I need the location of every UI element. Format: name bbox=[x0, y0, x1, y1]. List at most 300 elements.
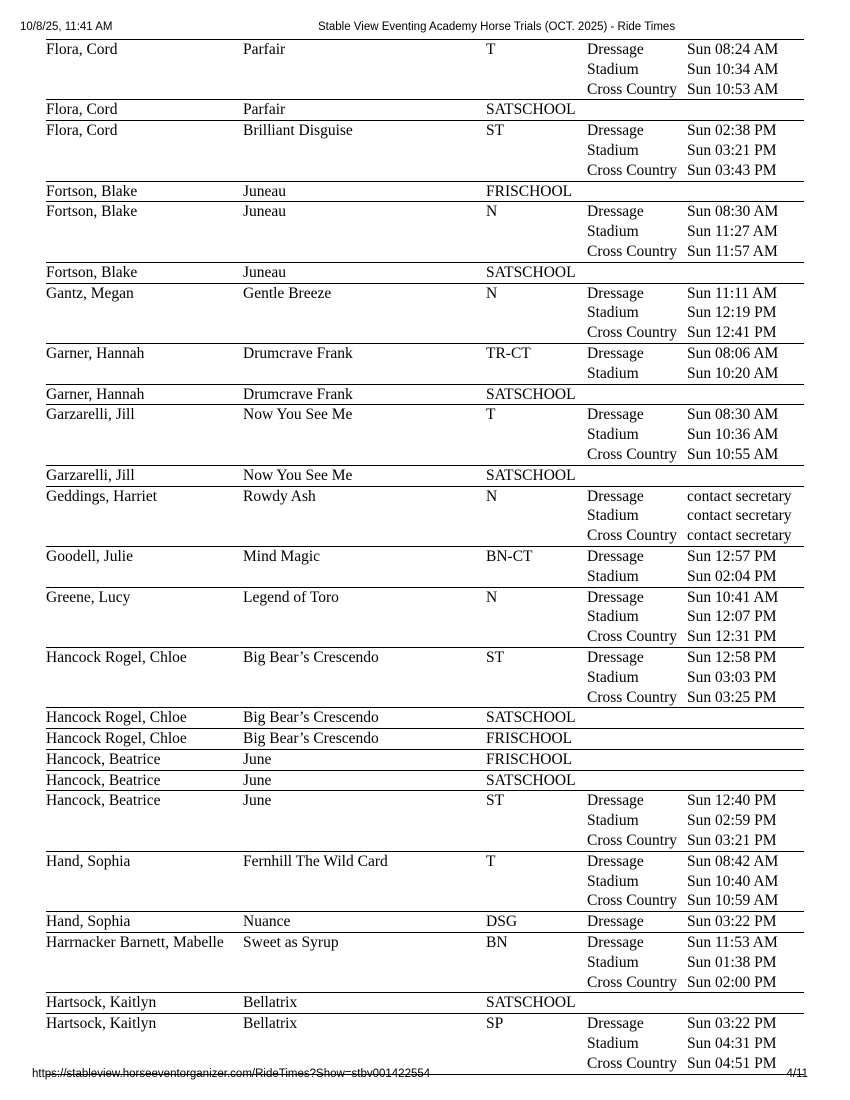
time-cell bbox=[687, 770, 804, 791]
entry-row bbox=[46, 749, 804, 770]
rider-name-cell bbox=[46, 100, 243, 121]
ride-time: Sun 11:11 AM bbox=[687, 284, 778, 302]
phase-name: Cross Country bbox=[587, 892, 677, 910]
horse-name-cell bbox=[243, 933, 486, 993]
rider-name-cell bbox=[46, 202, 243, 262]
ride-time: Sun 01:38 PM bbox=[687, 953, 777, 971]
time-cell bbox=[687, 933, 804, 993]
page-footer bbox=[0, 1067, 850, 1081]
phase-cell bbox=[587, 40, 687, 100]
phase-name: Stadium bbox=[587, 567, 639, 585]
phase-name: Dressage bbox=[587, 547, 644, 565]
entry-row bbox=[46, 486, 804, 546]
division-code-cell bbox=[486, 912, 587, 933]
phase-cell bbox=[587, 181, 687, 202]
division-code-cell bbox=[486, 729, 587, 750]
entry-row bbox=[46, 729, 804, 750]
phase-name: Stadium bbox=[587, 426, 639, 444]
horse-name: Now You See Me bbox=[243, 406, 353, 424]
division-code-cell bbox=[486, 770, 587, 791]
rider-name: Hancock Rogel, Chloe bbox=[46, 730, 187, 748]
division-code-cell bbox=[486, 283, 587, 343]
entry-row bbox=[46, 587, 804, 647]
phase-cell bbox=[587, 343, 687, 384]
horse-name-cell bbox=[243, 343, 486, 384]
time-cell bbox=[687, 851, 804, 911]
horse-name-cell bbox=[243, 851, 486, 911]
phase-cell bbox=[587, 465, 687, 486]
rider-name: Fortson, Blake bbox=[46, 203, 138, 221]
phase-cell bbox=[587, 749, 687, 770]
phase-name: Cross Country bbox=[587, 1054, 677, 1072]
ride-time: contact secretary bbox=[687, 507, 792, 525]
division-code: SATSCHOOL bbox=[486, 709, 576, 727]
division-code-cell bbox=[486, 546, 587, 587]
phase-name: Stadium bbox=[587, 812, 639, 830]
horse-name: Drumcrave Frank bbox=[243, 344, 353, 362]
division-code-cell bbox=[486, 1014, 587, 1074]
rider-name: Harrnacker Barnett, Mabelle bbox=[46, 934, 224, 952]
horse-name-cell bbox=[243, 100, 486, 121]
phase-name: Dressage bbox=[587, 792, 644, 810]
division-code-cell bbox=[486, 343, 587, 384]
division-code: ST bbox=[486, 792, 505, 810]
page-number: 4/11 bbox=[786, 1068, 808, 1080]
rider-name-cell bbox=[46, 647, 243, 707]
division-code-cell bbox=[486, 791, 587, 851]
ride-time: Sun 10:59 AM bbox=[687, 892, 779, 910]
phase-name: Stadium bbox=[587, 608, 639, 626]
division-code-cell bbox=[486, 647, 587, 707]
division-code: N bbox=[486, 203, 498, 221]
phase-cell bbox=[587, 729, 687, 750]
rider-name-cell bbox=[46, 851, 243, 911]
rider-name: Geddings, Harriet bbox=[46, 487, 158, 505]
ride-time: Sun 08:30 AM bbox=[687, 406, 779, 424]
horse-name-cell bbox=[243, 708, 486, 729]
phase-name: Cross Country bbox=[587, 527, 677, 545]
ride-time: Sun 12:58 PM bbox=[687, 648, 777, 666]
horse-name: Rowdy Ash bbox=[243, 487, 316, 505]
time-cell bbox=[687, 708, 804, 729]
horse-name-cell bbox=[243, 1014, 486, 1074]
rider-name: Flora, Cord bbox=[46, 101, 118, 119]
phase-name: Cross Country bbox=[587, 161, 677, 179]
rider-name: Goodell, Julie bbox=[46, 547, 133, 565]
entry-row bbox=[46, 121, 804, 181]
horse-name: Bellatrix bbox=[243, 994, 298, 1012]
time-cell bbox=[687, 1014, 804, 1074]
rider-name-cell bbox=[46, 384, 243, 405]
ride-time: Sun 08:30 AM bbox=[687, 203, 779, 221]
phase-name: Dressage bbox=[587, 852, 644, 870]
horse-name: June bbox=[243, 771, 272, 789]
page-url: https://stableview.horseeventorganizer.com/RideTimes?Show=stbv001422554 bbox=[32, 1068, 431, 1080]
division-code: TR-CT bbox=[486, 344, 531, 362]
ride-times-body bbox=[46, 40, 804, 1075]
phase-name: Stadium bbox=[587, 304, 639, 322]
phase-name: Cross Country bbox=[587, 973, 677, 991]
ride-time: Sun 04:51 PM bbox=[687, 1054, 777, 1072]
division-code: FRISCHOOL bbox=[486, 182, 573, 200]
ride-time: contact secretary bbox=[687, 527, 792, 545]
ride-time: Sun 03:43 PM bbox=[687, 161, 777, 179]
phase-name: Dressage bbox=[587, 1015, 644, 1033]
phase-name: Stadium bbox=[587, 364, 639, 382]
time-cell bbox=[687, 912, 804, 933]
entry-row bbox=[46, 647, 804, 707]
ride-time: Sun 11:27 AM bbox=[687, 223, 778, 241]
entry-row bbox=[46, 993, 804, 1014]
division-code-cell bbox=[486, 749, 587, 770]
entry-row bbox=[46, 933, 804, 993]
rider-name: Hancock Rogel, Chloe bbox=[46, 709, 187, 727]
horse-name-cell bbox=[243, 40, 486, 100]
phase-cell bbox=[587, 770, 687, 791]
division-code: SATSCHOOL bbox=[486, 385, 576, 403]
horse-name-cell bbox=[243, 729, 486, 750]
horse-name-cell bbox=[243, 384, 486, 405]
ride-time: Sun 03:25 PM bbox=[687, 688, 777, 706]
phase-name: Stadium bbox=[587, 872, 639, 890]
ride-time: Sun 12:19 PM bbox=[687, 304, 777, 322]
division-code-cell bbox=[486, 405, 587, 465]
ride-time: Sun 12:31 PM bbox=[687, 628, 777, 646]
rider-name: Garzarelli, Jill bbox=[46, 466, 135, 484]
horse-name-cell bbox=[243, 791, 486, 851]
rider-name: Hand, Sophia bbox=[46, 913, 131, 931]
division-code: T bbox=[486, 406, 496, 424]
ride-time: Sun 02:38 PM bbox=[687, 122, 777, 140]
division-code: N bbox=[486, 588, 498, 606]
phase-cell bbox=[587, 708, 687, 729]
ride-time: Sun 10:34 AM bbox=[687, 60, 779, 78]
phase-name: Dressage bbox=[587, 122, 644, 140]
time-cell bbox=[687, 729, 804, 750]
rider-name-cell bbox=[46, 40, 243, 100]
entry-row bbox=[46, 912, 804, 933]
horse-name-cell bbox=[243, 647, 486, 707]
phase-cell bbox=[587, 202, 687, 262]
division-code: BN bbox=[486, 934, 508, 952]
division-code-cell bbox=[486, 933, 587, 993]
ride-time: Sun 04:31 PM bbox=[687, 1035, 777, 1053]
time-cell bbox=[687, 283, 804, 343]
rider-name-cell bbox=[46, 546, 243, 587]
page-header bbox=[0, 20, 850, 34]
phase-cell bbox=[587, 100, 687, 121]
horse-name-cell bbox=[243, 912, 486, 933]
ride-time: Sun 03:22 PM bbox=[687, 1015, 777, 1033]
ride-time: Sun 08:42 AM bbox=[687, 852, 779, 870]
horse-name: Parfair bbox=[243, 41, 286, 58]
print-datetime: 10/8/25, 11:41 AM bbox=[20, 21, 113, 33]
rider-name: Fortson, Blake bbox=[46, 263, 138, 281]
time-cell bbox=[687, 749, 804, 770]
phase-name: Stadium bbox=[587, 953, 639, 971]
division-code-cell bbox=[486, 384, 587, 405]
entry-row bbox=[46, 405, 804, 465]
ride-time: Sun 03:22 PM bbox=[687, 913, 777, 931]
horse-name-cell bbox=[243, 202, 486, 262]
division-code: SATSCHOOL bbox=[486, 263, 576, 281]
phase-name: Stadium bbox=[587, 507, 639, 525]
phase-name: Cross Country bbox=[587, 242, 677, 260]
time-cell bbox=[687, 121, 804, 181]
time-cell bbox=[687, 465, 804, 486]
division-code: SATSCHOOL bbox=[486, 101, 576, 119]
rider-name-cell bbox=[46, 343, 243, 384]
horse-name-cell bbox=[243, 283, 486, 343]
division-code-cell bbox=[486, 202, 587, 262]
horse-name-cell bbox=[243, 993, 486, 1014]
phase-cell bbox=[587, 486, 687, 546]
division-code: FRISCHOOL bbox=[486, 750, 573, 768]
division-code: DSG bbox=[486, 913, 518, 931]
ride-time: Sun 10:20 AM bbox=[687, 364, 779, 382]
ride-time: Sun 02:59 PM bbox=[687, 812, 777, 830]
entry-row bbox=[46, 181, 804, 202]
rider-name-cell bbox=[46, 283, 243, 343]
division-code: T bbox=[486, 41, 496, 58]
phase-cell bbox=[587, 405, 687, 465]
horse-name: Drumcrave Frank bbox=[243, 385, 353, 403]
time-cell bbox=[687, 384, 804, 405]
phase-name: Dressage bbox=[587, 406, 644, 424]
rider-name-cell bbox=[46, 181, 243, 202]
phase-name: Dressage bbox=[587, 344, 644, 362]
rider-name: Garner, Hannah bbox=[46, 385, 145, 403]
division-code: T bbox=[486, 852, 496, 870]
entry-row bbox=[46, 708, 804, 729]
division-code-cell bbox=[486, 851, 587, 911]
ride-time: Sun 11:57 AM bbox=[687, 242, 778, 260]
page-title: Stable View Eventing Academy Horse Trials (OCT. 2025) - Ride Times bbox=[318, 21, 676, 33]
horse-name: Mind Magic bbox=[243, 547, 321, 565]
ride-time: contact secretary bbox=[687, 487, 792, 505]
time-cell bbox=[687, 993, 804, 1014]
rider-name: Garzarelli, Jill bbox=[46, 406, 135, 424]
horse-name: Legend of Toro bbox=[243, 588, 339, 606]
horse-name: Fernhill The Wild Card bbox=[243, 852, 388, 870]
division-code-cell bbox=[486, 121, 587, 181]
horse-name: Sweet as Syrup bbox=[243, 934, 339, 952]
phase-cell bbox=[587, 121, 687, 181]
rider-name: Hancock, Beatrice bbox=[46, 750, 161, 768]
division-code-cell bbox=[486, 587, 587, 647]
ride-time: Sun 03:21 PM bbox=[687, 832, 777, 850]
rider-name-cell bbox=[46, 933, 243, 993]
time-cell bbox=[687, 546, 804, 587]
rider-name: Flora, Cord bbox=[46, 41, 118, 58]
division-code: SATSCHOOL bbox=[486, 994, 576, 1012]
phase-cell bbox=[587, 262, 687, 283]
horse-name: Now You See Me bbox=[243, 466, 353, 484]
phase-name: Cross Country bbox=[587, 324, 677, 342]
phase-cell bbox=[587, 587, 687, 647]
rider-name-cell bbox=[46, 587, 243, 647]
phase-name: Dressage bbox=[587, 487, 644, 505]
phase-cell bbox=[587, 647, 687, 707]
time-cell bbox=[687, 405, 804, 465]
phase-name: Dressage bbox=[587, 203, 644, 221]
phase-name: Cross Country bbox=[587, 688, 677, 706]
horse-name-cell bbox=[243, 546, 486, 587]
phase-name: Stadium bbox=[587, 223, 639, 241]
horse-name-cell bbox=[243, 405, 486, 465]
phase-name: Dressage bbox=[587, 41, 644, 58]
phase-cell bbox=[587, 993, 687, 1014]
division-code-cell bbox=[486, 708, 587, 729]
ride-time: Sun 08:06 AM bbox=[687, 344, 779, 362]
ride-time: Sun 02:00 PM bbox=[687, 973, 777, 991]
time-cell bbox=[687, 202, 804, 262]
division-code: ST bbox=[486, 122, 505, 140]
horse-name: Bellatrix bbox=[243, 1015, 298, 1033]
phase-name: Stadium bbox=[587, 141, 639, 159]
division-code: N bbox=[486, 284, 498, 302]
division-code-cell bbox=[486, 993, 587, 1014]
rider-name: Hand, Sophia bbox=[46, 852, 131, 870]
rider-name: Hancock, Beatrice bbox=[46, 771, 161, 789]
ride-times-table bbox=[46, 39, 804, 1075]
division-code: SP bbox=[486, 1015, 504, 1033]
entry-row bbox=[46, 1014, 804, 1074]
division-code-cell bbox=[486, 486, 587, 546]
phase-cell bbox=[587, 791, 687, 851]
ride-time: Sun 12:07 PM bbox=[687, 608, 777, 626]
rider-name: Hancock, Beatrice bbox=[46, 792, 161, 810]
division-code: N bbox=[486, 487, 498, 505]
ride-time: Sun 12:41 PM bbox=[687, 324, 777, 342]
rider-name: Hartsock, Kaitlyn bbox=[46, 994, 157, 1012]
entry-row bbox=[46, 546, 804, 587]
phase-name: Dressage bbox=[587, 588, 644, 606]
time-cell bbox=[687, 486, 804, 546]
ride-time: Sun 10:40 AM bbox=[687, 872, 779, 890]
horse-name: Big Bear’s Crescendo bbox=[243, 730, 379, 748]
entry-row bbox=[46, 100, 804, 121]
horse-name: Parfair bbox=[243, 101, 286, 119]
phase-name: Stadium bbox=[587, 1035, 639, 1053]
phase-name: Stadium bbox=[587, 668, 639, 686]
horse-name-cell bbox=[243, 121, 486, 181]
phase-cell bbox=[587, 912, 687, 933]
division-code-cell bbox=[486, 181, 587, 202]
ride-time: Sun 12:57 PM bbox=[687, 547, 777, 565]
horse-name: Gentle Breeze bbox=[243, 284, 332, 302]
rider-name-cell bbox=[46, 486, 243, 546]
ride-time: Sun 08:24 AM bbox=[687, 41, 779, 58]
phase-cell bbox=[587, 851, 687, 911]
phase-cell bbox=[587, 283, 687, 343]
division-code: SATSCHOOL bbox=[486, 466, 576, 484]
phase-name: Dressage bbox=[587, 913, 644, 931]
phase-name: Stadium bbox=[587, 60, 639, 78]
horse-name-cell bbox=[243, 587, 486, 647]
entry-row bbox=[46, 40, 804, 100]
rider-name: Greene, Lucy bbox=[46, 588, 131, 606]
horse-name-cell bbox=[243, 262, 486, 283]
rider-name-cell bbox=[46, 729, 243, 750]
time-cell bbox=[687, 791, 804, 851]
phase-name: Cross Country bbox=[587, 80, 677, 98]
horse-name: Nuance bbox=[243, 913, 291, 931]
division-code-cell bbox=[486, 40, 587, 100]
horse-name: Juneau bbox=[243, 182, 287, 200]
rider-name-cell bbox=[46, 912, 243, 933]
horse-name: Big Bear’s Crescendo bbox=[243, 709, 379, 727]
horse-name: Juneau bbox=[243, 203, 287, 221]
entry-row bbox=[46, 770, 804, 791]
rider-name-cell bbox=[46, 465, 243, 486]
horse-name: Juneau bbox=[243, 263, 287, 281]
horse-name-cell bbox=[243, 486, 486, 546]
time-cell bbox=[687, 262, 804, 283]
ride-time: Sun 11:53 AM bbox=[687, 934, 778, 952]
horse-name-cell bbox=[243, 181, 486, 202]
division-code: SATSCHOOL bbox=[486, 771, 576, 789]
ride-time: Sun 10:36 AM bbox=[687, 426, 779, 444]
time-cell bbox=[687, 40, 804, 100]
entry-row bbox=[46, 791, 804, 851]
ride-time: Sun 02:04 PM bbox=[687, 567, 777, 585]
phase-cell bbox=[587, 546, 687, 587]
ride-time: Sun 03:03 PM bbox=[687, 668, 777, 686]
time-cell bbox=[687, 181, 804, 202]
horse-name-cell bbox=[243, 770, 486, 791]
phase-cell bbox=[587, 1014, 687, 1074]
horse-name: June bbox=[243, 750, 272, 768]
division-code: FRISCHOOL bbox=[486, 730, 573, 748]
division-code-cell bbox=[486, 262, 587, 283]
rider-name-cell bbox=[46, 791, 243, 851]
rider-name: Fortson, Blake bbox=[46, 182, 138, 200]
entry-row bbox=[46, 343, 804, 384]
rider-name: Hartsock, Kaitlyn bbox=[46, 1015, 157, 1033]
ride-time: Sun 10:53 AM bbox=[687, 80, 779, 98]
rider-name-cell bbox=[46, 121, 243, 181]
division-code-cell bbox=[486, 465, 587, 486]
rider-name-cell bbox=[46, 262, 243, 283]
entry-row bbox=[46, 384, 804, 405]
entry-row bbox=[46, 283, 804, 343]
ride-time: Sun 12:40 PM bbox=[687, 792, 777, 810]
phase-name: Dressage bbox=[587, 934, 644, 952]
entry-row bbox=[46, 202, 804, 262]
rider-name-cell bbox=[46, 405, 243, 465]
rider-name: Hancock Rogel, Chloe bbox=[46, 648, 187, 666]
rider-name-cell bbox=[46, 708, 243, 729]
phase-name: Cross Country bbox=[587, 628, 677, 646]
rider-name-cell bbox=[46, 1014, 243, 1074]
entry-row bbox=[46, 465, 804, 486]
horse-name: June bbox=[243, 792, 272, 810]
phase-cell bbox=[587, 933, 687, 993]
entry-row bbox=[46, 851, 804, 911]
entry-row bbox=[46, 262, 804, 283]
horse-name: Big Bear’s Crescendo bbox=[243, 648, 379, 666]
horse-name-cell bbox=[243, 749, 486, 770]
division-code-cell bbox=[486, 100, 587, 121]
rider-name-cell bbox=[46, 993, 243, 1014]
time-cell bbox=[687, 587, 804, 647]
rider-name: Flora, Cord bbox=[46, 122, 118, 140]
horse-name: Brilliant Disguise bbox=[243, 122, 353, 140]
ride-time: Sun 03:21 PM bbox=[687, 141, 777, 159]
phase-name: Dressage bbox=[587, 648, 644, 666]
rider-name-cell bbox=[46, 749, 243, 770]
